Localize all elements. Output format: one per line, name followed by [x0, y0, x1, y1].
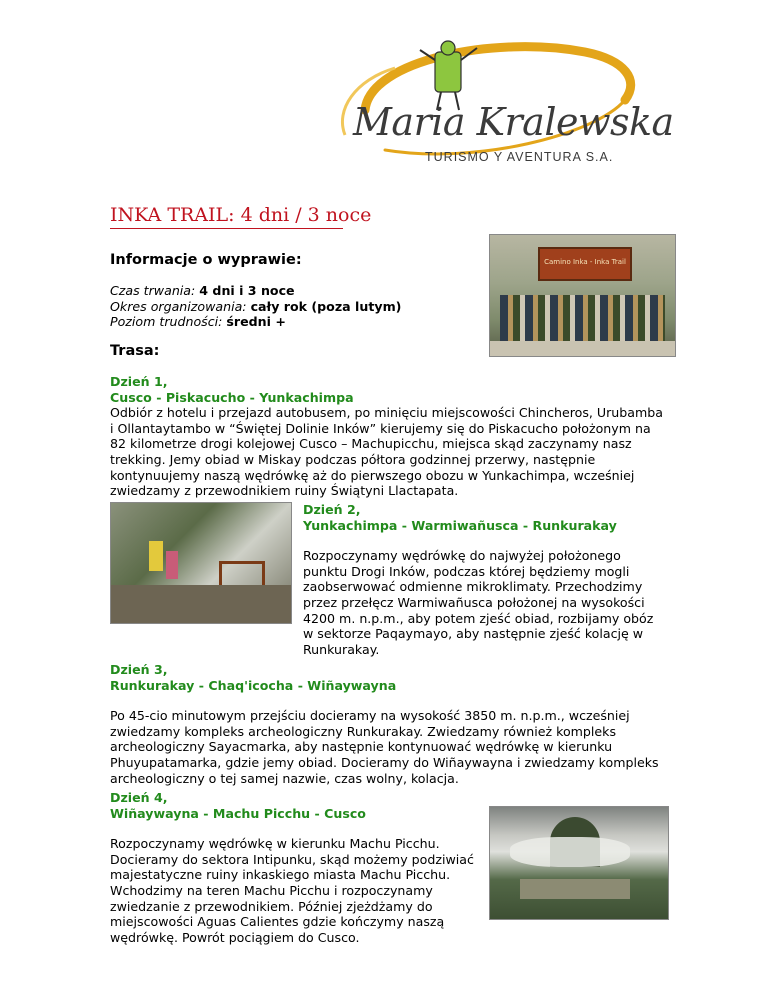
duration-row — [110, 283, 440, 299]
day-1 — [110, 374, 670, 499]
day-4-number: Dzień 4, — [110, 790, 168, 805]
day-4 — [110, 790, 480, 945]
group-photo — [489, 234, 676, 357]
day-3-text: Po 45-cio minutowym przejściu docieramy na wysokość 3850 m. n.p.m., wcześniej zwiedzamy kompleks archeologiczny Runkurakay. Zwiedzamy również kompleks archeologiczny Sayacmarka, aby następnie kontynuować wędrówkę w kierunku Phuyupatamarka, gdzie jemy obiad. Docieramy do Wiñaywayna i zwiedzamy kompleks archeologiczny o tej samej nazwie, czas wolny, kolacja. — [110, 708, 659, 786]
day-4-text: Rozpoczynamy wędrówkę w kierunku Machu Picchu. Docieramy do sektora Intipunku, skąd możemy podziwiać majestatyczne ruiny inkaskiego miasta Machu Picchu. Wchodzimy na teren Machu Picchu i rozpoczynamy zwiedzanie z przewodnikiem. Później zjeżdżamy do miejscowości Aguas Calientes gdzie kończymy naszą wędrówkę. Powrót pociągiem do Cusco. — [110, 836, 474, 945]
difficulty-label: Poziom trudności: — [110, 314, 223, 330]
day-3-number: Dzień 3, — [110, 662, 168, 677]
period-row — [110, 299, 440, 315]
hikers-group — [500, 295, 665, 341]
page-title: INKA TRAIL: 4 dni / 3 noce — [110, 204, 343, 229]
day-1-route: Cusco - Piskacucho - Yunkachimpa — [110, 389, 354, 405]
period-value: cały rok (poza lutym) — [250, 298, 402, 314]
route-heading: Trasa: — [110, 343, 160, 359]
logo-name: Maria Kralewska — [353, 100, 674, 144]
day-2 — [303, 502, 663, 657]
trail-photo — [110, 502, 292, 624]
company-logo — [325, 40, 674, 170]
day-1-text: Odbiór z hotelu i przejazd autobusem, po minięciu miejscowości Chincheros, Urubamba i Ollantaytambo w “Świętej Dolinie Inków” kierujemy się do Piskacucho położonym na 82 kilometrze drogi kolejowej Cusco – Machupicchu, miejsca skąd zaczynamy nasz trekking. Jemy obiad w Miskay podczas półtora godzinnej przerwy, następnie kontynuujemy naszą wędrówkę aż do pierwszego obozu w Yunkachimpa, wcześniej zwiedzamy z przewodnikiem ruiny Świątyni Llactapata. — [110, 405, 663, 499]
machu-picchu-photo — [489, 806, 669, 920]
info-heading: Informacje o wyprawie: — [110, 252, 302, 268]
trail-sign — [538, 247, 632, 281]
day-2-number: Dzień 2, — [303, 502, 361, 517]
day-3 — [110, 662, 670, 786]
day-1-number: Dzień 1, — [110, 374, 168, 389]
duration-value: 4 dni i 3 noce — [199, 283, 295, 298]
period-label: Okres organizowania: — [110, 298, 247, 314]
duration-label: Czas trwania: — [110, 283, 196, 298]
difficulty-value: średni + — [226, 314, 286, 330]
day-3-route: Runkurakay - Chaq'icocha - Wiñaywayna — [110, 677, 397, 693]
day-2-text: Rozpoczynamy wędrówkę do najwyżej położonego punktu Drogi Inków, podczas której będziemy mogli zaobserwować odmienne mikroklimaty. Przechodzimy przez przełęcz Warmiwañusca położonej na wysokości 4200 m. n.p.m., aby potem zjeść obiad, rozbijamy obóz w sektorze Paqaymayo, aby następnie zjeść kolację w Runkurakay. — [303, 548, 654, 657]
trip-info — [110, 283, 440, 330]
day-2-route: Yunkachimpa - Warmiwañusca - Runkurakay — [303, 517, 617, 533]
difficulty-row — [110, 314, 440, 330]
trail-sign-text: Camino Inka - Inka Trail — [544, 258, 626, 266]
day-4-route: Wiñaywayna - Machu Picchu - Cusco — [110, 805, 366, 821]
logo-subtitle: TURISMO Y AVENTURA S.A. — [425, 150, 614, 164]
